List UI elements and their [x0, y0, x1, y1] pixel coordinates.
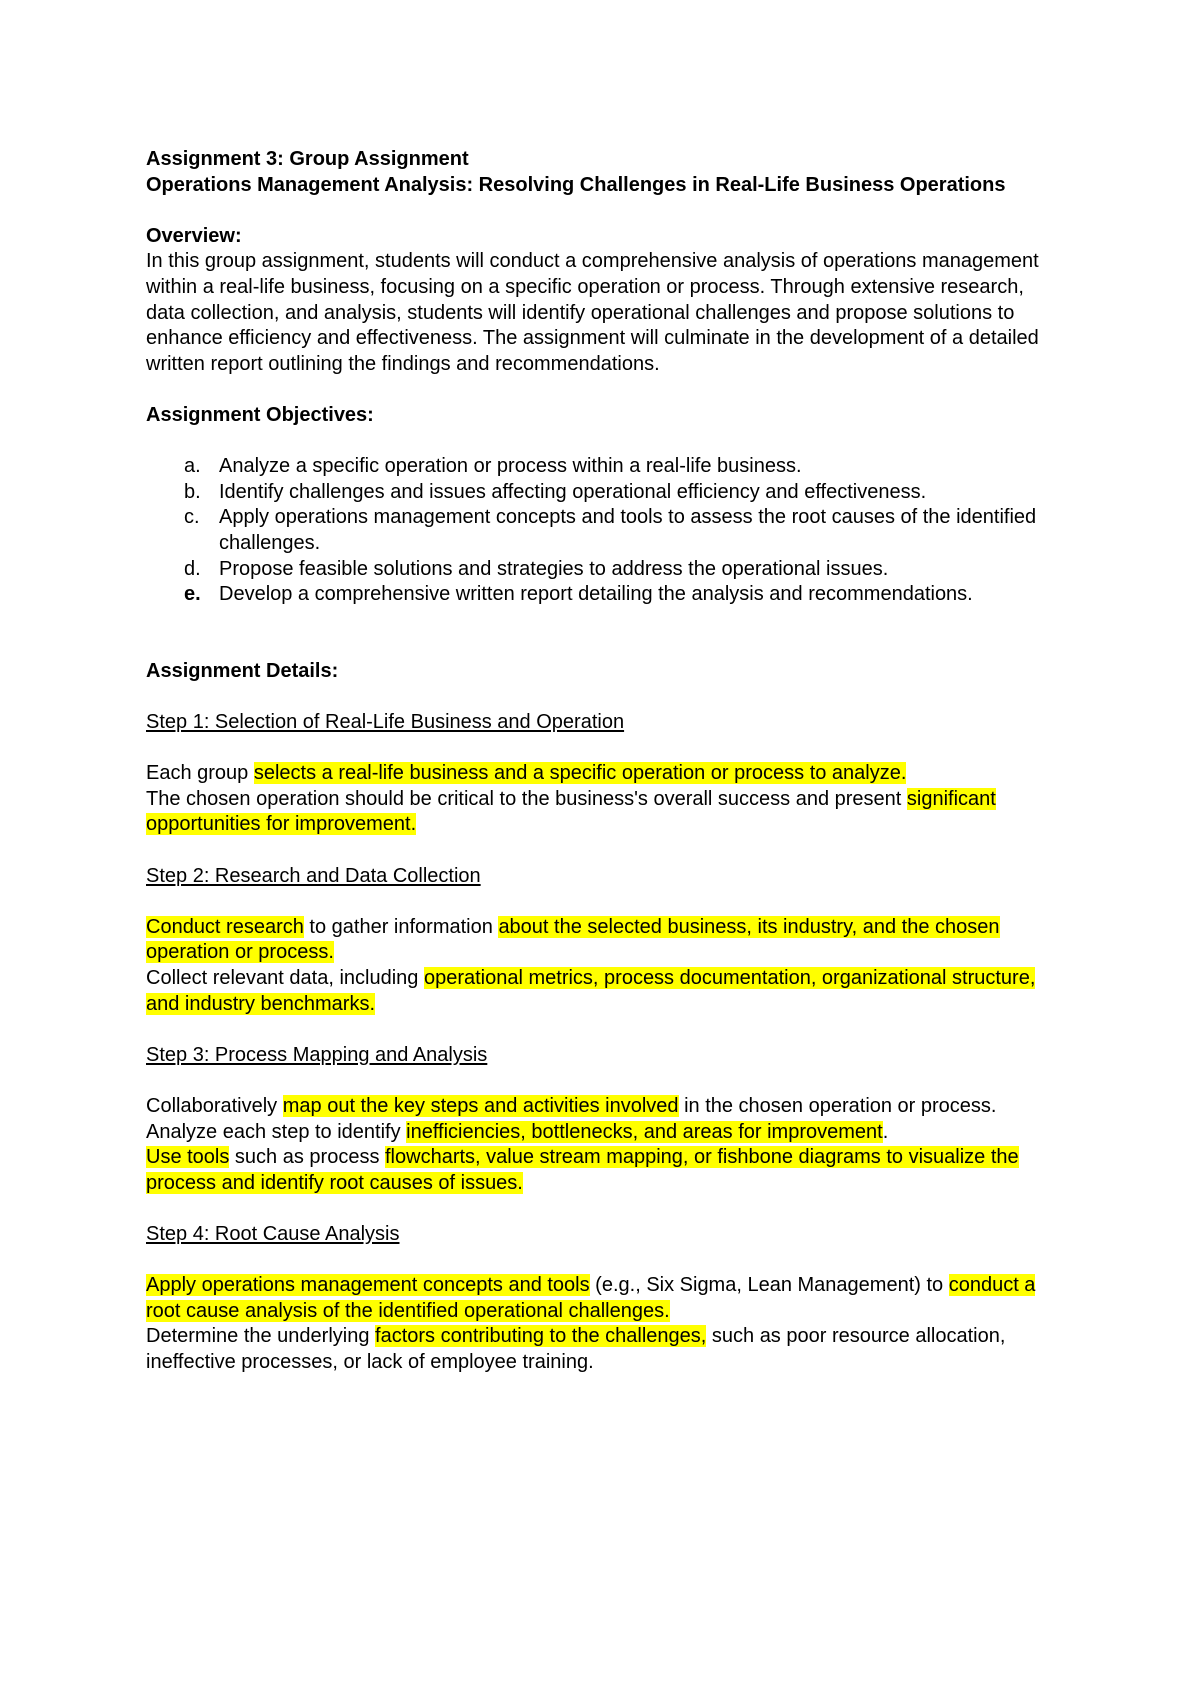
objective-text: Apply operations management concepts and tools to assess the root causes of the identified challenges.: [219, 506, 1037, 554]
highlighted-text: conduct a root cause analysis of the identified operational challenges.: [146, 1274, 1036, 1322]
list-marker: d.: [184, 557, 201, 580]
highlighted-text: inefficiencies, bottlenecks, and areas for improvement: [406, 1120, 883, 1143]
highlighted-text: Apply operations management concepts and tools: [146, 1274, 590, 1297]
step1-paragraph: [146, 761, 1066, 838]
plain-text: Collaboratively: [146, 1094, 283, 1117]
overview-body: In this group assignment, students will conduct a comprehensive analysis of operations management within a real-life business, focusing on a specific operation or process. Through extensive research, data collection, and analysis, students will identify operational challenges and propose solutions to enhance efficiency and effectiveness. The assignment will culminate in the development of a detailed written report outlining the findings and recommendations.: [146, 250, 1039, 375]
list-marker: a.: [184, 455, 201, 478]
step4-paragraph: [146, 1273, 1066, 1375]
step-title-text: Step 3: Process Mapping and Analysis: [146, 1043, 488, 1066]
objective-text: Develop a comprehensive written report detailing the analysis and recommendations.: [219, 583, 973, 606]
plain-text: The chosen operation should be critical to the business's overall success and present: [146, 787, 907, 810]
highlighted-text: factors contributing to the challenges,: [375, 1325, 707, 1348]
list-marker: c.: [184, 506, 200, 529]
step-title-text: Step 4: Root Cause Analysis: [146, 1222, 400, 1245]
highlighted-text: about the selected business, its industry, and the chosen operation or process.: [146, 915, 1000, 964]
plain-text: in the chosen operation or process.: [678, 1094, 997, 1117]
step1-title: [146, 710, 1066, 736]
highlighted-text: map out the key steps and activities involved: [282, 1094, 679, 1117]
objective-item: [146, 454, 1066, 480]
highlighted-text: operational metrics, process documentation, organizational structure, and industry benchmarks.: [146, 967, 1036, 1015]
plain-text: such as process: [229, 1146, 385, 1169]
assignment-subtitle: Operations Management Analysis: Resolving Challenges in Real-Life Business Operations: [146, 173, 1006, 196]
plain-text: Analyze each step to identify: [146, 1120, 407, 1143]
objective-item: [146, 505, 1066, 556]
step3-paragraph: [146, 1094, 1066, 1196]
objective-text: Propose feasible solutions and strategies to address the operational issues.: [219, 557, 889, 580]
highlighted-text: Conduct research: [146, 915, 304, 938]
details-heading: Assignment Details:: [146, 659, 339, 682]
overview-heading: Overview:: [146, 224, 242, 247]
highlighted-text: Use tools: [146, 1146, 230, 1169]
objective-item: [146, 557, 1066, 583]
objective-item: [146, 480, 1066, 506]
plain-text: (e.g., Six Sigma, Lean Management) to: [589, 1274, 949, 1297]
objective-text: Identify challenges and issues affecting operational efficiency and effectiveness.: [219, 480, 927, 503]
step3-title: [146, 1043, 1066, 1069]
step4-title: [146, 1222, 1066, 1248]
plain-text: Determine the underlying: [146, 1325, 376, 1348]
highlighted-text: flowcharts, value stream mapping, or fishbone diagrams to visualize the process and identify root causes of issues.: [146, 1146, 1019, 1194]
plain-text: Collect relevant data, including: [146, 967, 424, 989]
objective-item: [146, 582, 1066, 608]
highlighted-text: selects a real-life business and a specific operation or process to analyze.: [253, 762, 907, 785]
highlighted-text: significant opportunities for improvement.: [146, 787, 996, 836]
plain-text: such as poor resource allocation, ineffective processes, or lack of employee training.: [146, 1325, 1006, 1373]
document-content: [146, 147, 1066, 1376]
step2-paragraph: [146, 915, 1066, 1017]
list-marker: e.: [184, 583, 201, 606]
step2-title: [146, 864, 1066, 890]
list-marker: b.: [184, 480, 201, 503]
step-title-text: Step 2: Research and Data Collection: [146, 864, 481, 887]
plain-text: Each group: [146, 762, 254, 785]
objective-text: Analyze a specific operation or process within a real-life business.: [219, 455, 802, 478]
objectives-list: [146, 454, 1066, 608]
objectives-heading: Assignment Objectives:: [146, 403, 374, 426]
assignment-title: Assignment 3: Group Assignment: [146, 148, 469, 170]
plain-text: .: [882, 1120, 889, 1143]
step-title-text: Step 1: Selection of Real-Life Business and Operation: [146, 711, 625, 734]
plain-text: to gather information: [303, 915, 499, 938]
